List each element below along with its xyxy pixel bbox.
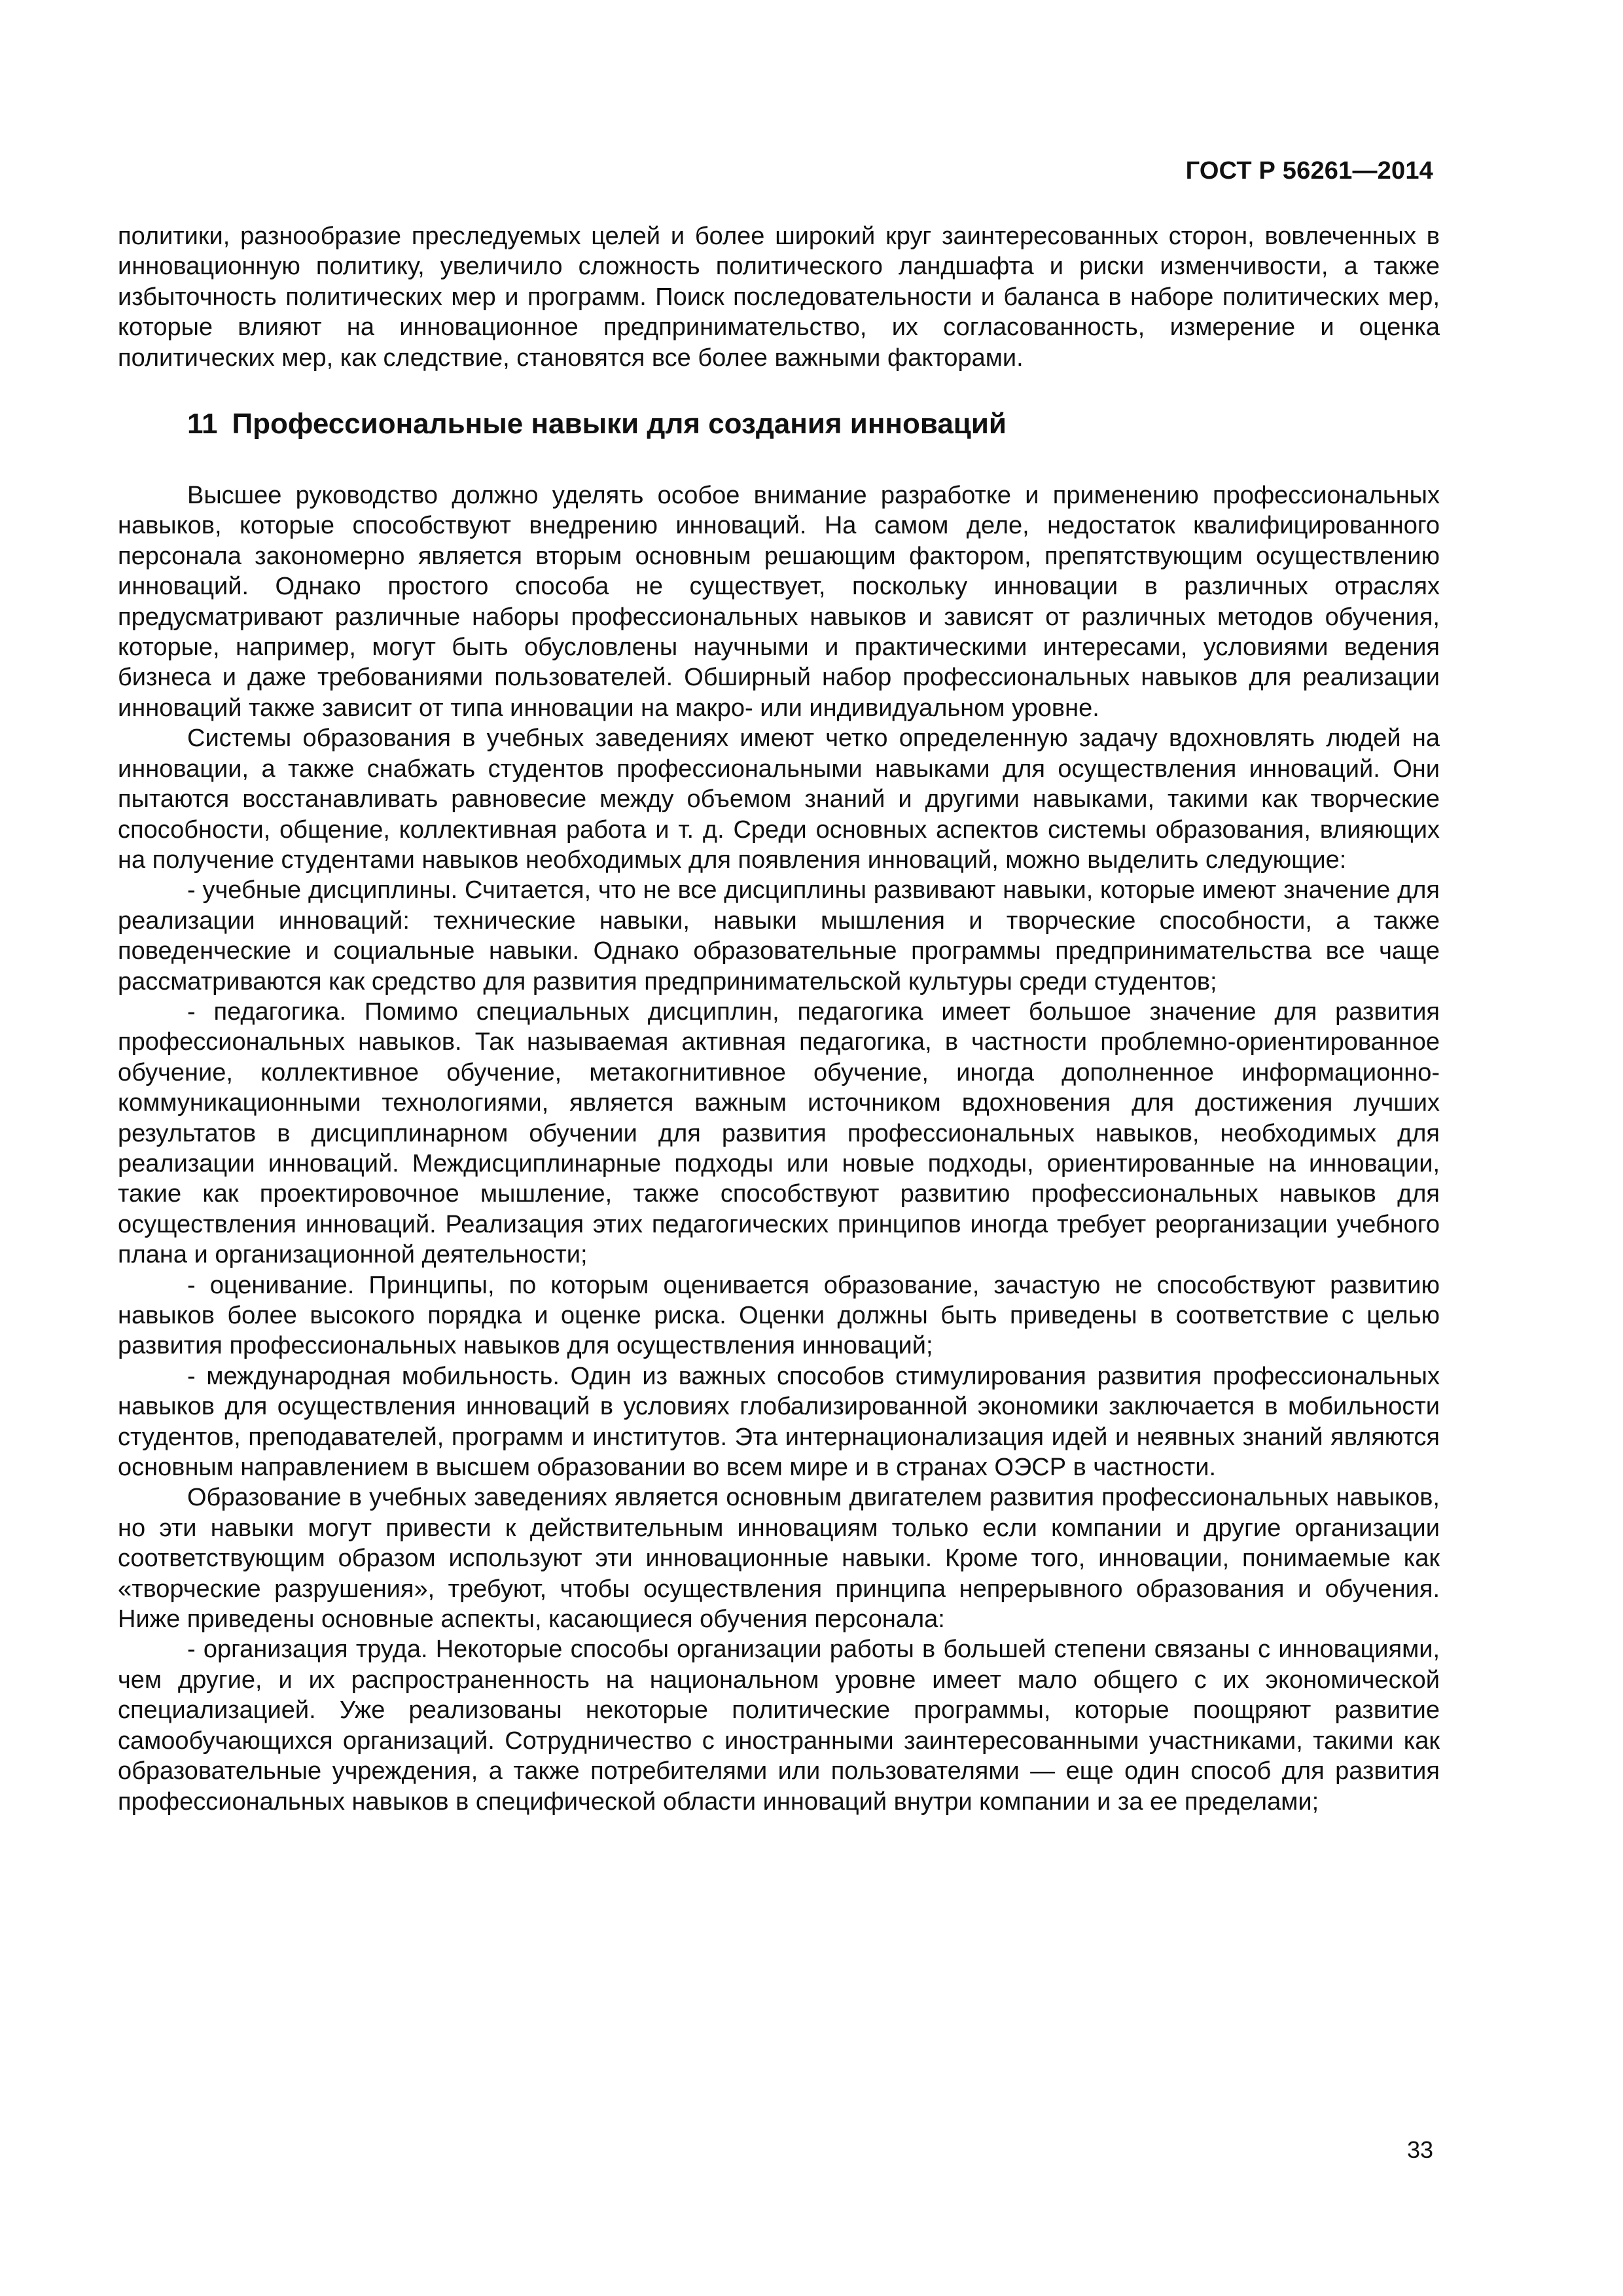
section-title: Профессиональные навыки для создания инноваций: [232, 408, 1007, 440]
list-item: - международная мобильность. Один из важных способов стимулирования развития профессиональных навыков для осуществления инноваций в условиях глобализированной экономики заключается в мобильности студентов, преподавателей, программ и институтов. Эта интернационализация идей и неявных знаний являются основным направлением в высшем образовании во всем мире и в странах ОЭСР в частности.: [118, 1362, 1440, 1482]
page-number: 33: [1406, 2136, 1433, 2163]
section-heading: [118, 407, 1440, 441]
list-item: - оценивание. Принципы, по которым оценивается образование, зачастую не способствуют развитию навыков более высокого порядка и оценке риска. Оценки должны быть приведены в соответствие с целью развития профессиональных навыков для осуществления инноваций;: [118, 1271, 1440, 1360]
list-item: - учебные дисциплины. Считается, что не все дисциплины развивают навыки, которые имеют значение для реализации инноваций: технические навыки, навыки мышления и творческие способности, а также поведенческие и социальные навыки. Однако образовательные программы предпринимательства все чаще рассматриваются как средство для развития предпринимательской культуры среди студентов;: [118, 876, 1440, 996]
continuation-paragraph: политики, разнообразие преследуемых целей и более широкий круг заинтересованных сторон, вовлеченных в инновационную политику, увеличило сложность политического ландшафта и риски изменчивости, а также избыточность политических мер и программ. Поиск последовательности и баланса в наборе политических мер, которые влияют на инновационное предпринимательство, их согласованность, измерение и оценка политических мер, как следствие, становятся все более важными факторами.: [118, 223, 1440, 372]
page-content: [118, 221, 1440, 1817]
body-paragraph: Системы образования в учебных заведениях имеют четко определенную задачу вдохновлять людей на инновации, а также снабжать студентов профессиональными навыками для осуществления инноваций. Они пытаются восстанавливать равновесие между объемом знаний и другими навыками, такими как творческие способности, общение, коллективная работа и т. д. Среди основных аспектов системы образования, влияющих на получение студентами навыков необходимых для появления инноваций, можно выделить следующие:: [118, 725, 1440, 874]
list-item: - организация труда. Некоторые способы организации работы в большей степени связаны с инновациями, чем другие, и их распространенность на национальном уровне имеет мало общего с их экономической специализацией. Уже реализованы некоторые политические программы, которые поощряют развитие самообучающихся организаций. Сотрудничество с иностранными заинтересованными участниками, такими как образовательные учреждения, а также потребителями или пользователями — еще один способ для развития профессиональных навыков в специфической области инноваций внутри компании и за ее пределами;: [118, 1636, 1440, 1816]
list-item: - педагогика. Помимо специальных дисциплин, педагогика имеет большое значение для развития профессиональных навыков. Так называемая активная педагогика, в частности проблемно-ориентированное обучение, коллективное обучение, метакогнитивное обучение, иногда дополненное информационно-коммуникационными технологиями, является важным источником вдохновения для достижения лучших результатов в дисциплинарном обучении для развития профессиональных навыков, необходимых для реализации инноваций. Междисциплинарные подходы или новые подходы, ориентированные на инновации, такие как проектировочное мышление, также способствуют развитию профессиональных навыков для осуществления инноваций. Реализация этих педагогических принципов иногда требует реорганизации учебного плана и организационной деятельности;: [118, 997, 1440, 1269]
body-paragraph: Высшее руководство должно уделять особое внимание разработке и применению профессиональных навыков, которые способствуют внедрению инноваций. На самом деле, недостаток квалифицированного персонала закономерно является вторым основным решающим фактором, препятствующим осуществлению инноваций. Однако простого способа не существует, поскольку инновации в различных отраслях предусматривают различные наборы профессиональных навыков и зависят от различных методов обучения, которые, например, могут быть обусловлены научными и практическими интересами, условиями ведения бизнеса и даже требованиями пользователей. Обширный набор профессиональных навыков для реализации инноваций также зависит от типа инновации на макро- или индивидуальном уровне.: [118, 482, 1440, 722]
document-code-header: ГОСТ Р 56261—2014: [1185, 157, 1433, 185]
section-number: 11: [187, 408, 218, 440]
body-paragraph: Образование в учебных заведениях является основным двигателем развития профессиональных навыков, но эти навыки могут привести к действительным инновациям только если компании и другие организации соответствующим образом используют эти инновационные навыки. Кроме того, инновации, понимаемые как «творческие разрушения», требуют, чтобы осуществления принципа непрерывного образования и обучения. Ниже приведены основные аспекты, касающиеся обучения персонала:: [118, 1484, 1440, 1634]
